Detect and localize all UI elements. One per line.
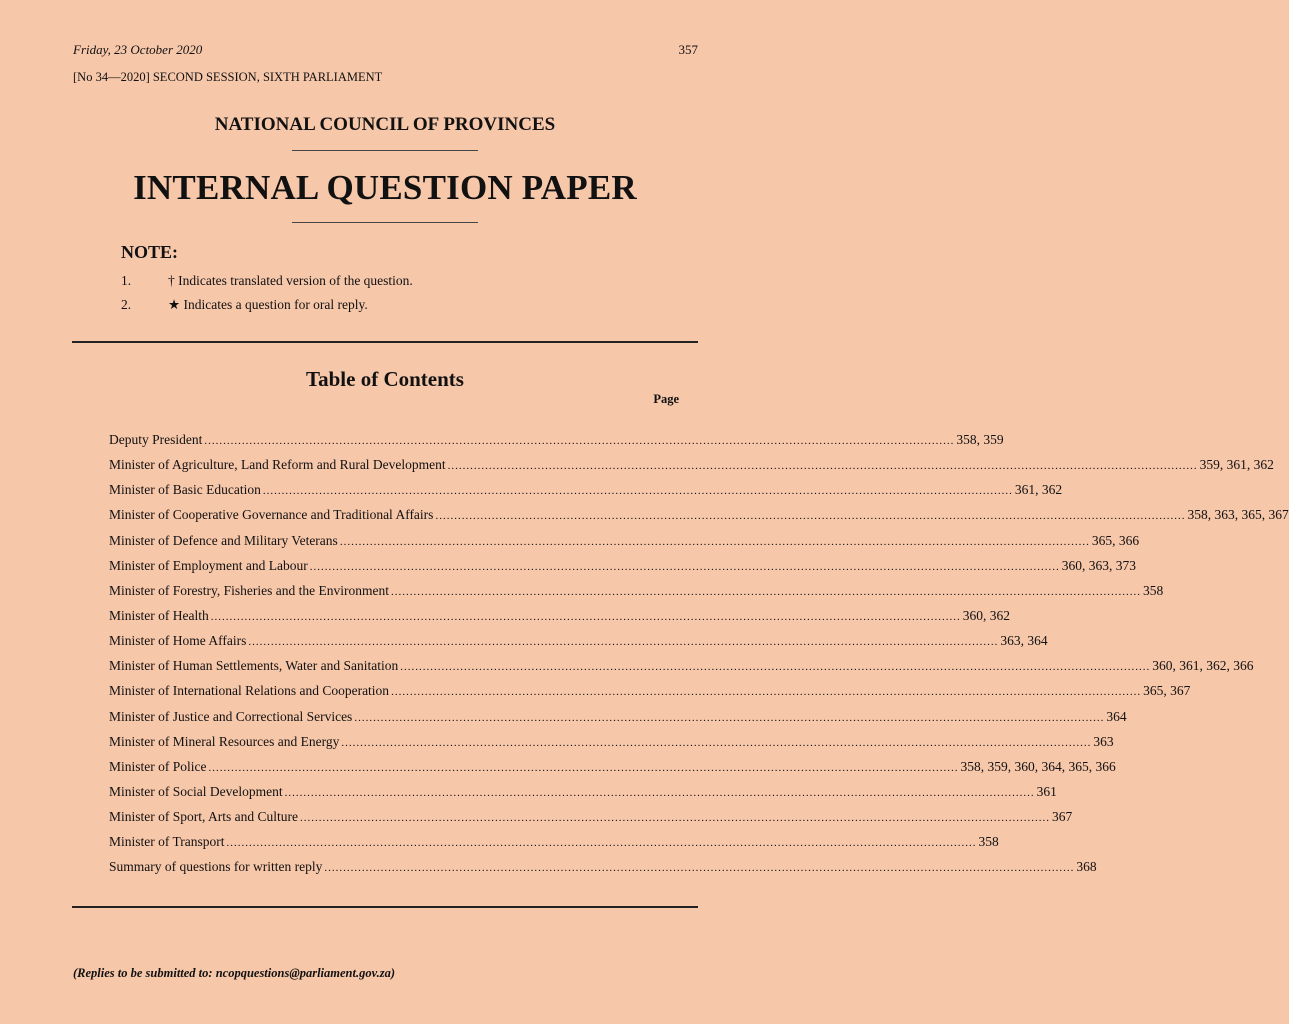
toc-leader-dots: ........................................................................................................................................................................................................ (208, 761, 959, 774)
toc-leader-dots: ........................................................................................................................................................................................................ (354, 711, 1105, 724)
toc-entry-pages: 363 (1093, 733, 1114, 749)
toc-leader-dots: ........................................................................................................................................................................................................ (435, 510, 1186, 523)
toc-leader-dots: ........................................................................................................................................................................................................ (226, 837, 977, 850)
toc-entry (109, 532, 1140, 558)
note-heading: NOTE: (121, 242, 179, 262)
toc-entry-label: Minister of Transport (109, 834, 225, 850)
toc-leader-dots: ........................................................................................................................................................................................................ (262, 485, 1013, 498)
toc-entry-label: Minister of Health (109, 607, 209, 623)
toc-entry (109, 809, 1073, 834)
note-item-text: ★ Indicates a question for oral reply. (168, 297, 368, 312)
toc-entry-pages: 367 (1052, 809, 1073, 825)
toc-entry-label: Minister of Defence and Military Veterans (109, 532, 338, 548)
toc-entry-label: Minister of Home Affairs (109, 633, 247, 649)
toc-entry-pages: 358 (978, 834, 999, 850)
toc-entry-label: Minister of Social Development (109, 783, 283, 799)
toc-entry (109, 683, 1191, 708)
toc-entry (109, 658, 1254, 683)
toc-entry (109, 633, 1048, 658)
toc-entry-label: Minister of International Relations and Cooperation (109, 683, 390, 699)
toc-entry-pages: 365, 366 (1091, 532, 1140, 548)
note-item-number: 1. (121, 273, 132, 288)
toc-entry (109, 432, 1004, 457)
divider (292, 150, 478, 151)
toc-leader-dots: ........................................................................................................................................................................................................ (341, 736, 1092, 749)
toc-leader-dots: ........................................................................................................................................................................................................ (400, 661, 1151, 674)
toc-entry (109, 457, 1274, 482)
toc-entry-label: Minister of Basic Education (109, 482, 261, 498)
toc-entry (109, 758, 1116, 784)
toc-entry-pages: 365, 367 (1143, 683, 1191, 699)
toc-entry-label: Minister of Police (109, 758, 207, 774)
table-of-contents (109, 432, 1289, 885)
toc-entry-label: Deputy President (109, 432, 203, 447)
toc-entry-pages: 361, 362 (1014, 482, 1063, 498)
footer-note: (Replies to be submitted to: ncopquestions@parliament.gov.za) (73, 966, 396, 980)
section-divider (72, 341, 698, 343)
toc-leader-dots: ........................................................................................................................................................................................................ (248, 636, 999, 649)
toc-leader-dots: ........................................................................................................................................................................................................ (447, 460, 1198, 473)
toc-entry-label: Minister of Employment and Labour (109, 557, 308, 573)
toc-leader-dots: ........................................................................................................................................................................................................ (284, 786, 1035, 799)
toc-entry-pages: 358, 359, 360, 364, 365, 366 (960, 758, 1116, 774)
toc-leader-dots: ........................................................................................................................................................................................................ (210, 610, 961, 623)
toc-leader-dots: ........................................................................................................................................................................................................ (324, 862, 1075, 875)
note-item-number: 2. (121, 297, 132, 312)
toc-entry-pages: 359, 361, 362 (1199, 457, 1274, 473)
toc-entry (109, 733, 1114, 759)
toc-entry (109, 582, 1164, 608)
toc-leader-dots: ........................................................................................................................................................................................................ (391, 686, 1142, 699)
toc-leader-dots: ........................................................................................................................................................................................................ (204, 435, 955, 447)
toc-entry-pages: 363, 364 (1000, 633, 1048, 649)
toc-entry (109, 482, 1063, 507)
toc-entry-pages: 358, 359 (956, 432, 1004, 447)
toc-entry (109, 557, 1136, 583)
toc-leader-dots: ........................................................................................................................................................................................................ (339, 535, 1090, 548)
toc-entry (109, 607, 1010, 633)
header-page-number: 357 (678, 42, 698, 57)
toc-entry-label: Minister of Human Settlements, Water and Sanitation (109, 658, 399, 674)
toc-entry-label: Minister of Justice and Correctional Services (109, 708, 353, 724)
toc-title: Table of Contents (306, 367, 464, 391)
note-item-text: † Indicates translated version of the question. (168, 273, 413, 288)
toc-entry-pages: 360, 362 (962, 607, 1010, 623)
toc-entry (109, 834, 999, 859)
session-line: [No 34—2020] SECOND SESSION, SIXTH PARLIAMENT (73, 70, 383, 84)
toc-entry-pages: 360, 361, 362, 366 (1152, 658, 1254, 674)
toc-entry (109, 507, 1289, 532)
toc-entry-label: Minister of Cooperative Governance and Traditional Affairs (109, 507, 434, 523)
toc-entry-label: Summary of questions for written reply (109, 859, 323, 875)
council-heading: NATIONAL COUNCIL OF PROVINCES (214, 114, 556, 135)
toc-entry-label: Minister of Sport, Arts and Culture (109, 809, 298, 825)
toc-entry (109, 708, 1127, 734)
toc-entry-pages: 358, 363, 365, 367 (1187, 507, 1289, 523)
toc-leader-dots: ........................................................................................................................................................................................................ (309, 560, 1060, 573)
toc-entry-pages: 361 (1036, 783, 1057, 799)
toc-leader-dots: ........................................................................................................................................................................................................ (390, 585, 1141, 598)
toc-entry-label: Minister of Mineral Resources and Energy (109, 733, 340, 749)
toc-entry-pages: 364 (1106, 708, 1127, 724)
divider (292, 222, 478, 223)
toc-leader-dots: ........................................................................................................................................................................................................ (300, 812, 1050, 825)
header-date: Friday, 23 October 2020 (73, 42, 203, 57)
toc-page-label: Page (653, 392, 679, 406)
toc-entry-label: Minister of Forestry, Fisheries and the Environment (109, 582, 389, 598)
toc-entry-pages: 360, 363, 373 (1061, 557, 1136, 573)
page-title: INTERNAL QUESTION PAPER (133, 168, 637, 207)
toc-entry-pages: 368 (1076, 859, 1097, 875)
section-divider (72, 906, 698, 908)
toc-entry (109, 859, 1097, 884)
toc-entry-pages: 358 (1142, 582, 1164, 598)
toc-entry-label: Minister of Agriculture, Land Reform and Rural Development (109, 457, 446, 473)
toc-entry (109, 783, 1057, 809)
